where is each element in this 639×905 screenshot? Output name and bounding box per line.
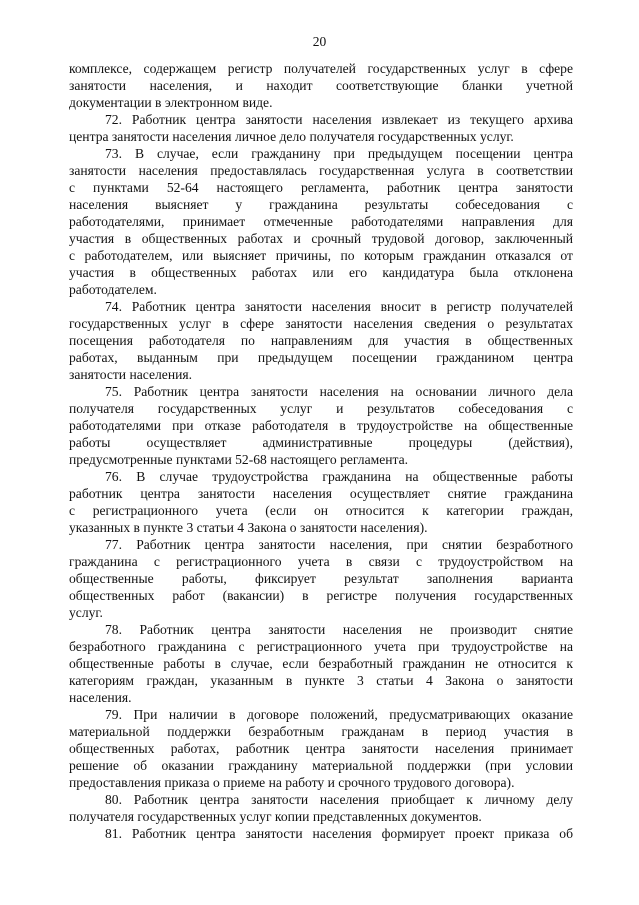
text-line: гражданина с регистрационного учета в связи с трудоустройством на xyxy=(69,554,573,569)
text-line: занятости населения. xyxy=(69,367,193,382)
text-line: 78. Работник центра занятости населения не производит снятие xyxy=(105,622,573,637)
text-line: 72. Работник центра занятости населения извлекает из текущего архива xyxy=(105,112,573,127)
text-line: занятости населения, и находит соответствующие бланки учетной xyxy=(69,78,573,93)
text-line: 79. При наличии в договоре положений, предусматривающих оказание xyxy=(105,707,573,722)
text-line: работы осуществляет административные процедуры (действия), xyxy=(69,435,573,450)
text-line: с работодателем, или выясняет причины, по которым гражданин отказался от xyxy=(69,248,573,263)
text-line: получателя государственных услуг и результатов собеседования с xyxy=(69,401,573,416)
text-line: работник центра занятости населения осуществляет снятие гражданина xyxy=(69,486,573,501)
text-line: участия в общественных работах или его кандидатура была отклонена xyxy=(69,265,573,280)
text-line: населения выясняет у гражданина результаты собеседования с xyxy=(69,197,573,212)
text-line: 77. Работник центра занятости населения, при снятии безработного xyxy=(105,537,573,552)
text-line: населения. xyxy=(69,690,132,705)
text-line: работах, выданным при предыдущем посещении гражданином центра xyxy=(69,350,573,365)
text-line: 73. В случае, если гражданину при предыдущем посещении центра xyxy=(105,146,573,161)
text-line: работодателями при отказе работодателя в трудоустройстве на общественные xyxy=(69,418,573,433)
text-line: работодателями, принимает отмеченные работодателями направления для xyxy=(69,214,573,229)
text-line: предоставления приказа о приеме на работу и срочного трудового договора). xyxy=(69,775,515,790)
text-line: 75. Работник центра занятости населения на основании личного дела xyxy=(105,384,573,399)
text-line: комплексе, содержащем регистр получателей государственных услуг в сфере xyxy=(69,61,573,76)
text-line: материальной поддержки безработным гражданам в период участия в xyxy=(69,724,573,739)
text-line: общественных работ (вакансии) в регистре получения государственных xyxy=(69,588,573,603)
text-line: с регистрационного учета (если он относится к категории граждан, xyxy=(69,503,573,518)
text-line: категориям граждан, указанным в пункте 3 статьи 4 Закона о занятости xyxy=(69,673,573,688)
text-line: 80. Работник центра занятости населения приобщает к личному делу xyxy=(105,792,573,807)
text-line: занятости населения предоставлялась государственная услуга в соответствии xyxy=(69,163,573,178)
text-line: 74. Работник центра занятости населения вносит в регистр получателей xyxy=(105,299,573,314)
text-line: получателя государственных услуг копии представленных документов. xyxy=(69,809,482,824)
text-line: безработного гражданина с регистрационного учета при трудоустройстве на xyxy=(69,639,573,654)
text-line: 81. Работник центра занятости населения формирует проект приказа об xyxy=(105,826,573,841)
text-line: общественные работы в случае, если безработный гражданин не относится к xyxy=(69,656,573,671)
text-line: центра занятости населения личное дело получателя государственных услуг. xyxy=(69,129,514,144)
text-line: решение об оказании гражданину материальной поддержки (при условии xyxy=(69,758,573,773)
text-line: с пунктами 52-64 настоящего регламента, работник центра занятости xyxy=(69,180,573,195)
text-line: общественных работах, работник центра занятости населения принимает xyxy=(69,741,573,756)
page-number: 20 xyxy=(312,34,327,49)
text-line: общественные работы, фиксирует результат заполнения варианта xyxy=(69,571,573,586)
text-line: предусмотренные пунктами 52-68 настоящего регламента. xyxy=(69,452,409,467)
text-line: работодателем. xyxy=(69,282,157,297)
text-line: государственных услуг в сфере занятости населения сведения о результатах xyxy=(69,316,573,331)
text-line: посещения работодателя по направлениям для участия в общественных xyxy=(69,333,573,348)
text-line: услуг. xyxy=(69,605,103,620)
text-line: 76. В случае трудоустройства гражданина на общественные работы xyxy=(105,469,573,484)
text-line: документации в электронном виде. xyxy=(69,95,273,110)
text-line: указанных в пункте 3 статьи 4 Закона о занятости населения). xyxy=(69,520,428,535)
text-line: участия в общественных работах и срочный трудовой договор, заключенный xyxy=(69,231,573,246)
